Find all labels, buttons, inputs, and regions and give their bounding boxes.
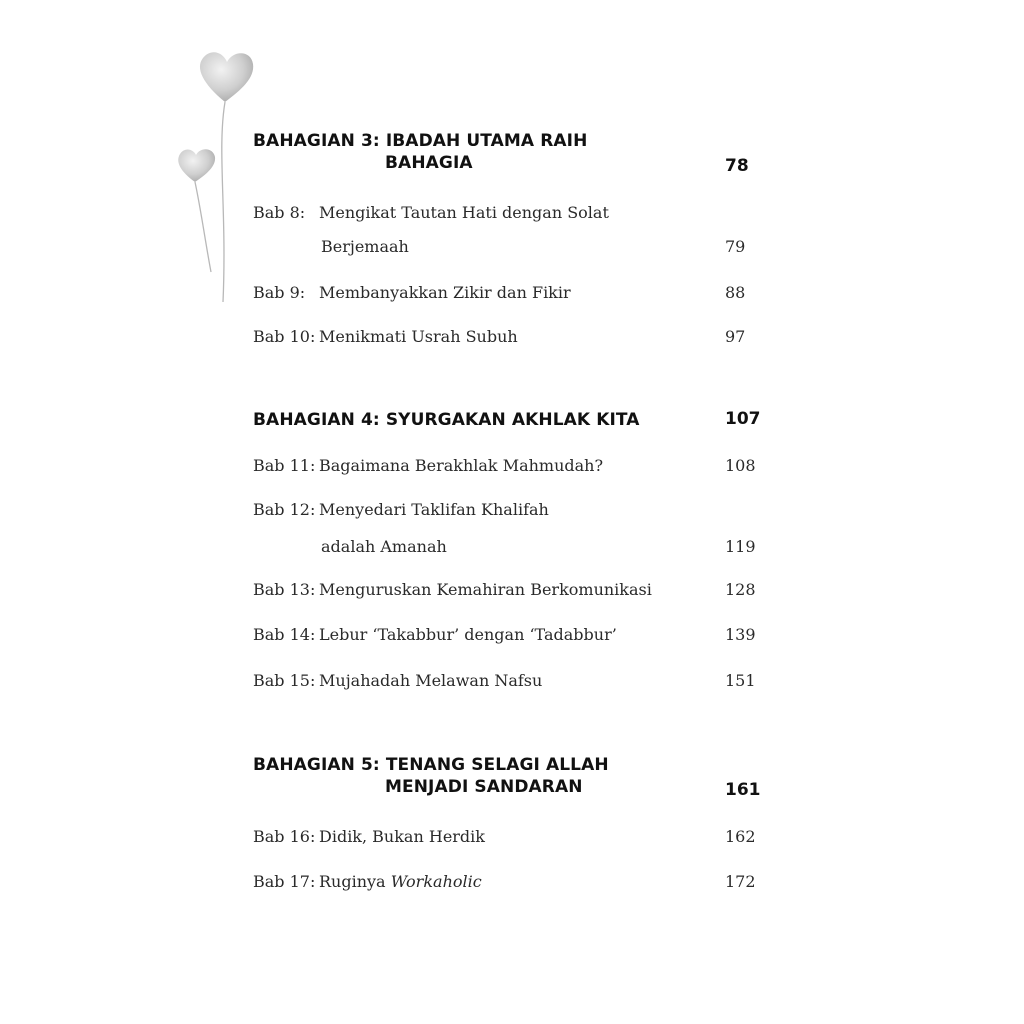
chapter-number: Bab 13: bbox=[253, 580, 316, 599]
chapter-entry bbox=[253, 327, 518, 346]
section-page-number: 161 bbox=[725, 780, 761, 800]
chapter-title: Ruginya bbox=[319, 872, 386, 891]
chapter-title-continuation: adalah Amanah bbox=[321, 537, 447, 556]
chapter-title-italic: Workaholic bbox=[390, 872, 482, 891]
chapter-title: Menikmati Usrah Subuh bbox=[319, 327, 518, 346]
section-page-number: 78 bbox=[725, 156, 749, 176]
chapter-entry bbox=[253, 580, 652, 599]
chapter-page-number: 162 bbox=[725, 827, 756, 846]
chapter-title: Menyedari Taklifan Khalifah bbox=[319, 500, 549, 519]
chapter-title: Mujahadah Melawan Nafsu bbox=[319, 671, 543, 690]
section-heading-line1: BAHAGIAN 5: TENANG SELAGI ALLAH bbox=[253, 755, 609, 775]
section-heading-line1: BAHAGIAN 4: SYURGAKAN AKHLAK KITA bbox=[253, 410, 640, 430]
chapter-number: Bab 10: bbox=[253, 327, 316, 346]
section-heading-line1: BAHAGIAN 3: IBADAH UTAMA RAIH bbox=[253, 131, 588, 151]
chapter-entry bbox=[253, 203, 609, 222]
chapter-title: Didik, Bukan Herdik bbox=[319, 827, 485, 846]
chapter-title: Lebur ‘Takabbur’ dengan ‘Tadabbur’ bbox=[319, 625, 617, 644]
chapter-title: Mengikat Tautan Hati dengan Solat bbox=[319, 203, 609, 222]
section-heading-line2: BAHAGIA bbox=[385, 153, 473, 173]
section-heading bbox=[253, 754, 609, 798]
chapter-title: Bagaimana Berakhlak Mahmudah? bbox=[319, 456, 604, 475]
chapter-number: Bab 15: bbox=[253, 671, 316, 690]
chapter-title: Membanyakkan Zikir dan Fikir bbox=[319, 283, 571, 302]
section-page-number: 107 bbox=[725, 409, 761, 429]
section-heading bbox=[253, 130, 587, 174]
chapter-page-number: 119 bbox=[725, 537, 756, 556]
chapter-page-number: 97 bbox=[725, 327, 746, 346]
chapter-entry bbox=[253, 872, 482, 891]
chapter-entry bbox=[253, 827, 485, 846]
chapter-number: Bab 17: bbox=[253, 872, 316, 891]
heart-balloons-icon bbox=[165, 40, 265, 310]
chapter-title: Menguruskan Kemahiran Berkomunikasi bbox=[319, 580, 652, 599]
chapter-page-number: 108 bbox=[725, 456, 756, 475]
chapter-entry bbox=[253, 456, 603, 475]
chapter-number: Bab 16: bbox=[253, 827, 316, 846]
chapter-page-number: 88 bbox=[725, 283, 746, 302]
chapter-page-number: 151 bbox=[725, 671, 756, 690]
section-heading-line2: MENJADI SANDARAN bbox=[385, 777, 583, 797]
chapter-page-number: 139 bbox=[725, 625, 756, 644]
chapter-entry bbox=[253, 625, 617, 644]
chapter-page-number: 172 bbox=[725, 872, 756, 891]
chapter-title-continuation: Berjemaah bbox=[321, 237, 409, 256]
chapter-page-number: 128 bbox=[725, 580, 756, 599]
chapter-number: Bab 12: bbox=[253, 500, 316, 519]
chapter-entry bbox=[253, 283, 571, 302]
chapter-number: Bab 11: bbox=[253, 456, 316, 475]
chapter-entry bbox=[253, 671, 542, 690]
chapter-entry bbox=[253, 500, 549, 519]
section-heading bbox=[253, 409, 640, 431]
chapter-number: Bab 8: bbox=[253, 203, 306, 222]
chapter-page-number: 79 bbox=[725, 237, 746, 256]
chapter-number: Bab 14: bbox=[253, 625, 316, 644]
chapter-number: Bab 9: bbox=[253, 283, 306, 302]
